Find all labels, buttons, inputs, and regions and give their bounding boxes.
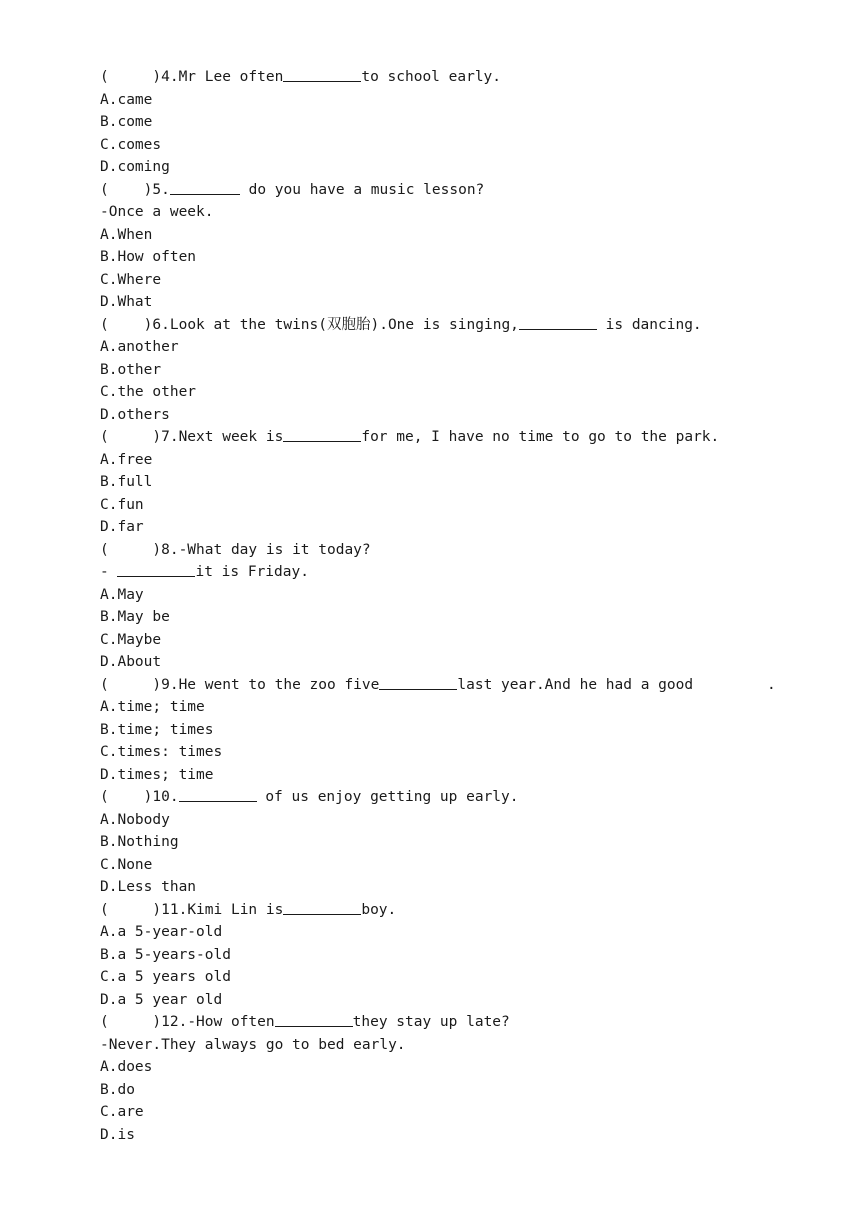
option-c: C.None [100, 856, 153, 873]
option-d: D.What [100, 294, 153, 310]
option-c: C.a 5 years old [100, 969, 231, 985]
option-b: B.come [100, 114, 153, 130]
question-6-stem [100, 314, 800, 337]
question-number: 6. [152, 316, 170, 333]
answer-paren: ( ) [100, 69, 162, 85]
option-c: C.comes [100, 136, 162, 153]
answer-paren: ( ) [100, 901, 162, 918]
option-b: B.Nothing [100, 834, 179, 850]
option-c: C.are [100, 1104, 144, 1120]
question-10-stem [100, 786, 800, 809]
option-a: A.May [100, 586, 144, 603]
question-text: to school early. [361, 69, 502, 85]
option-a: A.When [100, 226, 153, 243]
option-c: C.fun [100, 496, 144, 513]
answer-blank [170, 180, 240, 195]
question-11-stem [100, 899, 800, 922]
option-b: B.other [100, 361, 162, 378]
option-a: A.came [100, 91, 153, 108]
question-5-stem [100, 179, 800, 202]
answer-paren: ( ) [100, 181, 153, 198]
question-4-stem [100, 66, 800, 89]
question-number: 4. [161, 69, 179, 85]
question-text: Kimi Lin is [187, 901, 284, 918]
option-d: D.About [100, 654, 162, 670]
question-text: for me, I have no time to go to the park. [361, 429, 720, 445]
option-b: B.do [100, 1081, 135, 1098]
option-d: D.a 5 year old [100, 991, 223, 1008]
option-d: D.times; time [100, 766, 214, 783]
option-b: B.a 5-years-old [100, 946, 231, 963]
question-text: Look at the twins(双胞胎).One is singing, [169, 316, 519, 333]
question-text: it is Friday. [195, 564, 309, 580]
answer-blank [179, 787, 257, 802]
answer-paren: ( ) [100, 1014, 162, 1030]
question-text: boy. [361, 901, 397, 918]
option-d: D.coming [100, 159, 170, 175]
answer-paren: ( ) [100, 789, 153, 805]
question-number: 5. [152, 181, 170, 198]
question-7-stem [100, 426, 800, 449]
question-number: 10. [152, 789, 179, 805]
answer-blank [117, 562, 195, 577]
question-8-stem [100, 539, 800, 562]
answer-paren: ( ) [100, 541, 162, 558]
option-a: A.another [100, 339, 179, 355]
question-text: -What day is it today? [178, 541, 371, 558]
question-number: 8. [161, 541, 179, 558]
question-5-answer-line: -Once a week. [100, 204, 214, 220]
option-c: C.times: times [100, 744, 223, 760]
answer-paren: ( ) [100, 316, 153, 333]
answer-blank [283, 900, 361, 915]
answer-paren: ( ) [100, 676, 162, 693]
question-text: He went to the zoo five [178, 676, 380, 693]
question-sheet [100, 66, 800, 1146]
question-text: of us enjoy getting up early. [256, 789, 519, 805]
dash-prefix: - [100, 564, 118, 580]
answer-blank [379, 675, 457, 690]
question-text: they stay up late? [352, 1014, 510, 1030]
option-a: A.a 5-year-old [100, 924, 223, 940]
answer-paren: ( ) [100, 429, 162, 445]
question-9-stem [100, 674, 800, 697]
question-number: 9. [161, 676, 179, 693]
option-a: A.does [100, 1059, 153, 1075]
question-number: 12. [161, 1014, 188, 1030]
option-c: C.the other [100, 384, 197, 400]
option-a: A.free [100, 451, 153, 468]
option-c: C.Maybe [100, 631, 162, 648]
option-b: B.How often [100, 249, 197, 265]
option-d: D.others [100, 406, 170, 423]
option-b: B.time; times [100, 721, 214, 738]
question-12-stem [100, 1011, 800, 1034]
option-a: A.Nobody [100, 811, 170, 828]
question-text: -How often [187, 1014, 275, 1030]
answer-blank [283, 427, 361, 442]
question-text: last year.And he had a good [457, 676, 694, 693]
answer-blank [283, 67, 361, 82]
trailing-period: . [767, 676, 776, 693]
question-text: Next week is [178, 429, 284, 445]
option-d: D.Less than [100, 879, 197, 895]
question-text: do you have a music lesson? [239, 181, 485, 198]
question-8-answer-line [100, 561, 800, 584]
option-a: A.time; time [100, 699, 205, 715]
option-b: B.May be [100, 609, 170, 625]
answer-blank [275, 1012, 353, 1027]
question-text: Mr Lee often [178, 69, 284, 85]
answer-blank [519, 315, 597, 330]
question-number: 7. [161, 429, 179, 445]
option-d: D.far [100, 519, 144, 535]
option-c: C.Where [100, 271, 162, 288]
option-d: D.is [100, 1126, 135, 1143]
question-text: is dancing. [596, 316, 702, 333]
question-number: 11. [161, 901, 188, 918]
option-b: B.full [100, 474, 153, 490]
question-12-answer-line: -Never.They always go to bed early. [100, 1036, 406, 1053]
